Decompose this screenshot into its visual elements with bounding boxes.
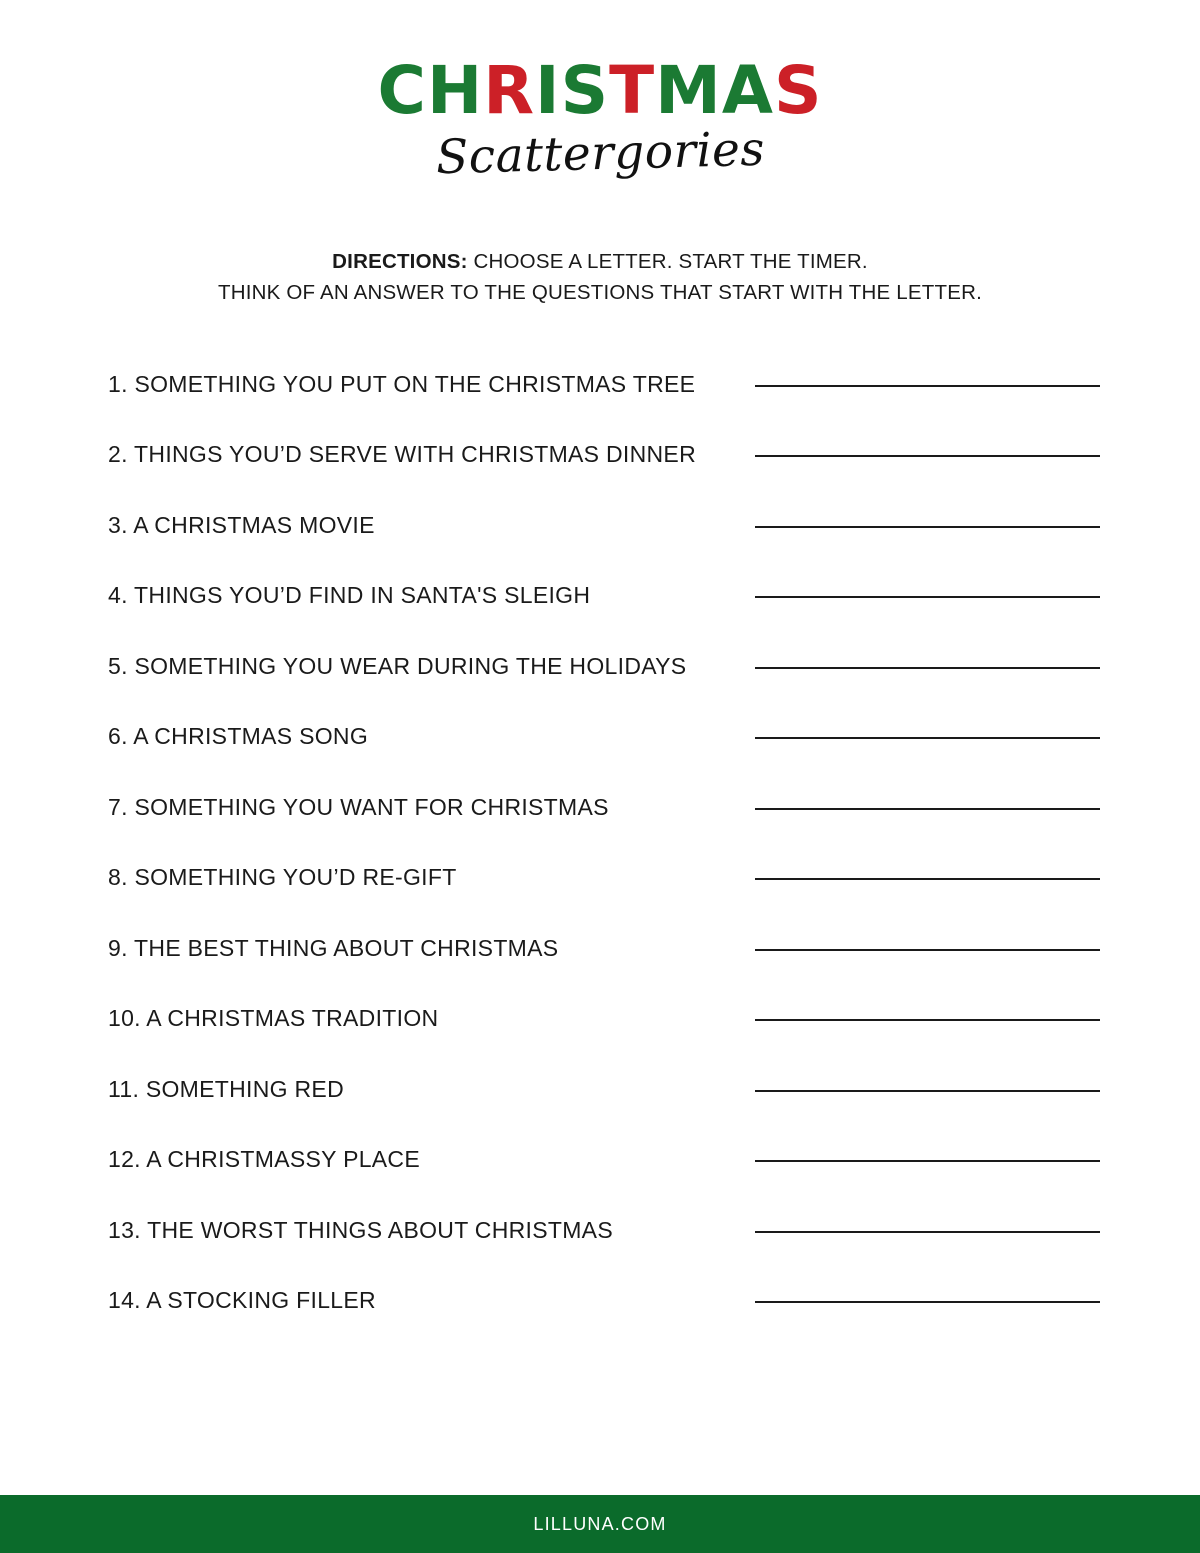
title-letter-4: S: [560, 52, 610, 129]
answer-line-wrap: [457, 882, 1100, 885]
directions-label: DIRECTIONS:: [332, 250, 468, 273]
question-row: [108, 1076, 1100, 1147]
answer-line[interactable]: [755, 454, 1100, 457]
answer-line[interactable]: [755, 666, 1100, 669]
title-letter-7: A: [721, 52, 774, 129]
answer-line[interactable]: [755, 1018, 1100, 1021]
answer-line-wrap: [590, 600, 1100, 603]
answer-line[interactable]: [755, 384, 1100, 387]
answer-line-wrap: [375, 530, 1100, 533]
question-row: [108, 935, 1100, 1006]
question-label: 11. SOMETHING RED: [108, 1075, 344, 1102]
question-row: [108, 1287, 1100, 1358]
question-row: [108, 1146, 1100, 1217]
answer-line-wrap: [695, 389, 1100, 392]
title-letter-1: H: [426, 52, 484, 129]
answer-line[interactable]: [755, 736, 1100, 739]
directions-block: [0, 247, 1200, 309]
answer-line-wrap: [696, 459, 1100, 462]
footer-bar: [0, 1495, 1200, 1553]
question-row: [108, 1217, 1100, 1288]
question-row: [108, 723, 1100, 794]
answer-line[interactable]: [755, 1300, 1100, 1303]
question-label: 13. THE WORST THINGS ABOUT CHRISTMAS: [108, 1216, 613, 1243]
question-label: 9. THE BEST THING ABOUT CHRISTMAS: [108, 934, 559, 961]
title-script-wrap: [0, 121, 1200, 186]
question-label: 6. A CHRISTMAS SONG: [108, 723, 369, 749]
footer-website-label: LILLUNA.COM: [533, 1513, 667, 1534]
answer-line[interactable]: [755, 948, 1100, 951]
directions-line-1: [0, 247, 1200, 278]
answer-line-wrap: [420, 1164, 1100, 1167]
question-label: 10. A CHRISTMAS TRADITION: [108, 1005, 439, 1031]
questions-list: [0, 371, 1200, 1444]
question-row: [108, 653, 1100, 724]
question-label: 2. THINGS YOU’D SERVE WITH CHRISTMAS DINNER: [108, 441, 696, 467]
answer-line[interactable]: [755, 525, 1100, 528]
title-letter-6: M: [655, 52, 722, 129]
question-row: [108, 441, 1100, 512]
question-row: [108, 794, 1100, 865]
answer-line-wrap: [609, 812, 1100, 815]
answer-line-wrap: [376, 1305, 1100, 1308]
answer-line-wrap: [368, 741, 1100, 744]
page-title: [0, 52, 1200, 129]
answer-line-wrap: [344, 1094, 1100, 1097]
title-letter-5: T: [609, 52, 656, 129]
question-row: [108, 864, 1100, 935]
title-block: [0, 0, 1200, 186]
answer-line[interactable]: [755, 807, 1100, 810]
answer-line[interactable]: [755, 1230, 1100, 1233]
title-letter-0: C: [377, 52, 427, 129]
answer-line[interactable]: [755, 877, 1100, 880]
title-letter-3: I: [535, 52, 561, 129]
directions-line-2: THINK OF AN ANSWER TO THE QUESTIONS THAT START WITH THE LETTER.: [218, 280, 982, 304]
title-letter-8: S: [773, 52, 823, 129]
answer-line[interactable]: [755, 595, 1100, 598]
page-subtitle: Scattergories: [434, 121, 766, 186]
question-label: 5. SOMETHING YOU WEAR DURING THE HOLIDAYS: [108, 652, 687, 679]
question-row: [108, 512, 1100, 583]
question-label: 4. THINGS YOU’D FIND IN SANTA'S SLEIGH: [108, 582, 591, 608]
answer-line-wrap: [613, 1235, 1100, 1238]
answer-line-wrap: [438, 1023, 1100, 1026]
answer-line[interactable]: [755, 1089, 1100, 1092]
title-letter-2: R: [483, 52, 536, 129]
question-label: 12. A CHRISTMASSY PLACE: [108, 1146, 420, 1172]
question-label: 7. SOMETHING YOU WANT FOR CHRISTMAS: [108, 793, 609, 820]
answer-line[interactable]: [755, 1159, 1100, 1162]
answer-line-wrap: [686, 671, 1100, 674]
question-row: [108, 371, 1100, 442]
question-label: 14. A STOCKING FILLER: [108, 1287, 376, 1313]
question-row: [108, 1005, 1100, 1076]
question-row: [108, 582, 1100, 653]
question-label: 3. A CHRISTMAS MOVIE: [108, 511, 375, 538]
question-label: 1. SOMETHING YOU PUT ON THE CHRISTMAS TREE: [108, 370, 696, 397]
question-label: 8. SOMETHING YOU’D RE-GIFT: [108, 864, 457, 890]
directions-line-1-text: CHOOSE A LETTER. START THE TIMER.: [467, 250, 868, 273]
answer-line-wrap: [558, 953, 1100, 956]
